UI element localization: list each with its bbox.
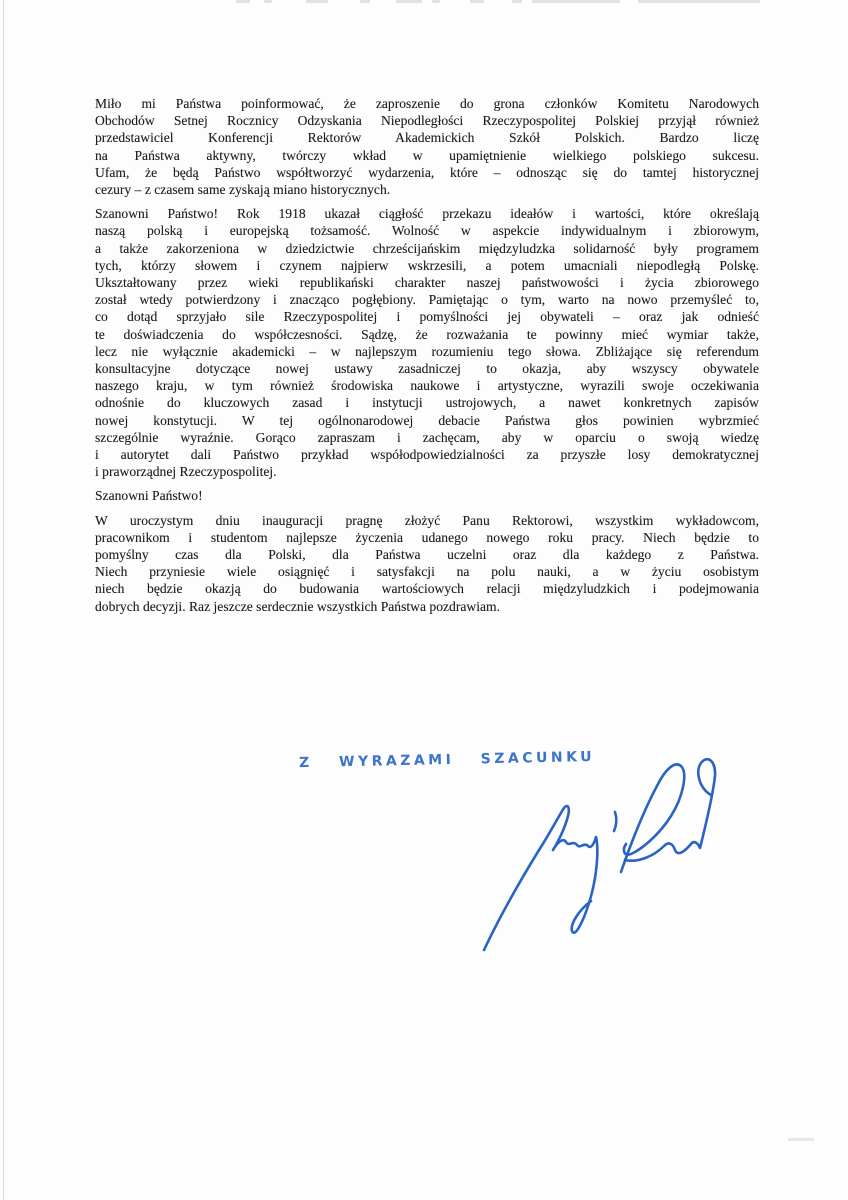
text-line: niech będzie okazją do budowania wartościowych relacji międzyludzkich i podejmowania: [95, 581, 759, 597]
text-line: co dotąd sprzyjało sile Rzeczypospolitej i pomyślności jej obywateli – oraz jak odnieść: [95, 309, 759, 325]
handwritten-closing-phrase: Z WYRAZAMI SZACUNKU: [298, 748, 596, 772]
text-line: cezury – z czasem same zyskają miano historycznych.: [95, 182, 391, 198]
text-line: szczególnie wyraźnie. Gorąco zapraszam i zachęcam, aby w oparciu o swoją wiedzę: [95, 429, 759, 445]
text-line: Szanowni Państwo!: [95, 488, 203, 504]
text-line: Ukształtowany przez wieki republikański charakter naszej państwowości i życia zbiorowego: [95, 275, 759, 291]
text-line: naszego kraju, w tym również środowiska naukowe i artystyczne, wyrazili swoje oczekiwania: [95, 378, 759, 394]
letter-body: [95, 95, 759, 615]
text-line: Niech przyniesie wiele osiągnięć i satysfakcji na polu nauki, a w życiu osobistym: [95, 564, 759, 580]
text-line: a także zakorzeniona w dziedzictwie chrześcijańskim międzyludzka solidarność były programem: [95, 240, 759, 256]
text-line: lecz nie wyłącznie akademicki – w najlepszym rozumieniu tego słowa. Zbliżające się referendum: [95, 343, 759, 359]
scan-artifact: [638, 0, 760, 3]
text-line: konsultacyjne dotyczące nowej ustawy zasadniczej to okazja, aby wszyscy obywatele: [95, 361, 759, 377]
signature-stroke: [484, 806, 597, 950]
scan-artifact: [306, 0, 328, 3]
scan-artifact: [532, 0, 620, 3]
text-line: te doświadczenia do współczesności. Sądzę, że rozważania te powinny mieć wymiar także,: [95, 326, 759, 342]
paragraph: [95, 95, 759, 198]
text-line: naszą polską i europejską tożsamość. Wolność w aspekcie indywidualnym i zbiorowym,: [95, 223, 759, 239]
scan-artifact: [236, 0, 250, 3]
text-line: pomyślny czas dla Polski, dla Państwa uczelni oraz dla każdego z Państwa.: [95, 547, 759, 563]
text-line: został wtedy potwierdzony i znacząco pogłębiony. Pamiętając o tym, warto na nowo przemyśleć to,: [95, 292, 759, 308]
signature-stroke: [625, 759, 715, 861]
text-line: i autorytet dali Państwo przykład współodpowiedzialności za przyszłe losy demokratycznej: [95, 447, 759, 463]
text-line: Szanowni Państwo! Rok 1918 ukazał ciągłość przekazu ideałów i wartości, które określają: [95, 206, 759, 222]
text-line: Ufam, że będą Państwo współtworzyć wydarzenia, które – odnosząc się do tamtej historycznej: [95, 164, 759, 180]
text-line: pracownikom i studentom najlepsze życzenia udanego nowego roku pracy. Niech będzie to: [95, 529, 759, 545]
scan-artifact: [360, 0, 370, 3]
text-line: nowej konstytucji. W tej ogólnonarodowej debacie Państwa głos powinien wybrzmieć: [95, 412, 759, 428]
scan-artifact: [470, 0, 484, 3]
paragraph: [95, 205, 759, 480]
scan-artifact: [788, 1138, 814, 1141]
text-line: i praworządnej Rzeczypospolitej.: [95, 464, 277, 480]
text-line: Miło mi Państwa poinformować, że zaproszenie do grona członków Komitetu Narodowych: [95, 96, 759, 111]
signature-stroke: [614, 812, 616, 831]
text-line: na Państwa aktywny, twórczy wkład w upamiętnienie wielkiego polskiego sukcesu.: [95, 147, 759, 163]
signature-scrawl: [468, 750, 730, 958]
text-line: tych, którzy słowem i czynem najpierw wskrzesili, a potem umacniali niepodległą Polskę.: [95, 257, 759, 273]
paragraph: [95, 487, 759, 504]
text-line: odnośnie do kluczowych zasad i instytucji ustrojowych, a nawet konkretnych zapisów: [95, 395, 759, 411]
scan-edge-line: [3, 0, 4, 1200]
scan-artifact: [396, 0, 422, 3]
scan-artifact: [432, 0, 440, 3]
text-line: W uroczystym dniu inauguracji pragnę złożyć Panu Rektorowi, wszystkim wykładowcom,: [95, 512, 759, 528]
text-line: Obchodów Setnej Rocznicy Odzyskania Niepodległości Rzeczypospolitej Polskiej przyjął również: [95, 113, 759, 129]
text-line: przedstawiciel Konferencji Rektorów Akademickich Szkół Polskich. Bardzo liczę: [95, 130, 759, 146]
paragraph: [95, 512, 759, 615]
text-line: dobrych decyzji. Raz jeszcze serdecznie wszystkich Państwa pozdrawiam.: [95, 598, 501, 614]
scan-artifact: [512, 0, 522, 3]
scan-artifact: [264, 0, 272, 3]
